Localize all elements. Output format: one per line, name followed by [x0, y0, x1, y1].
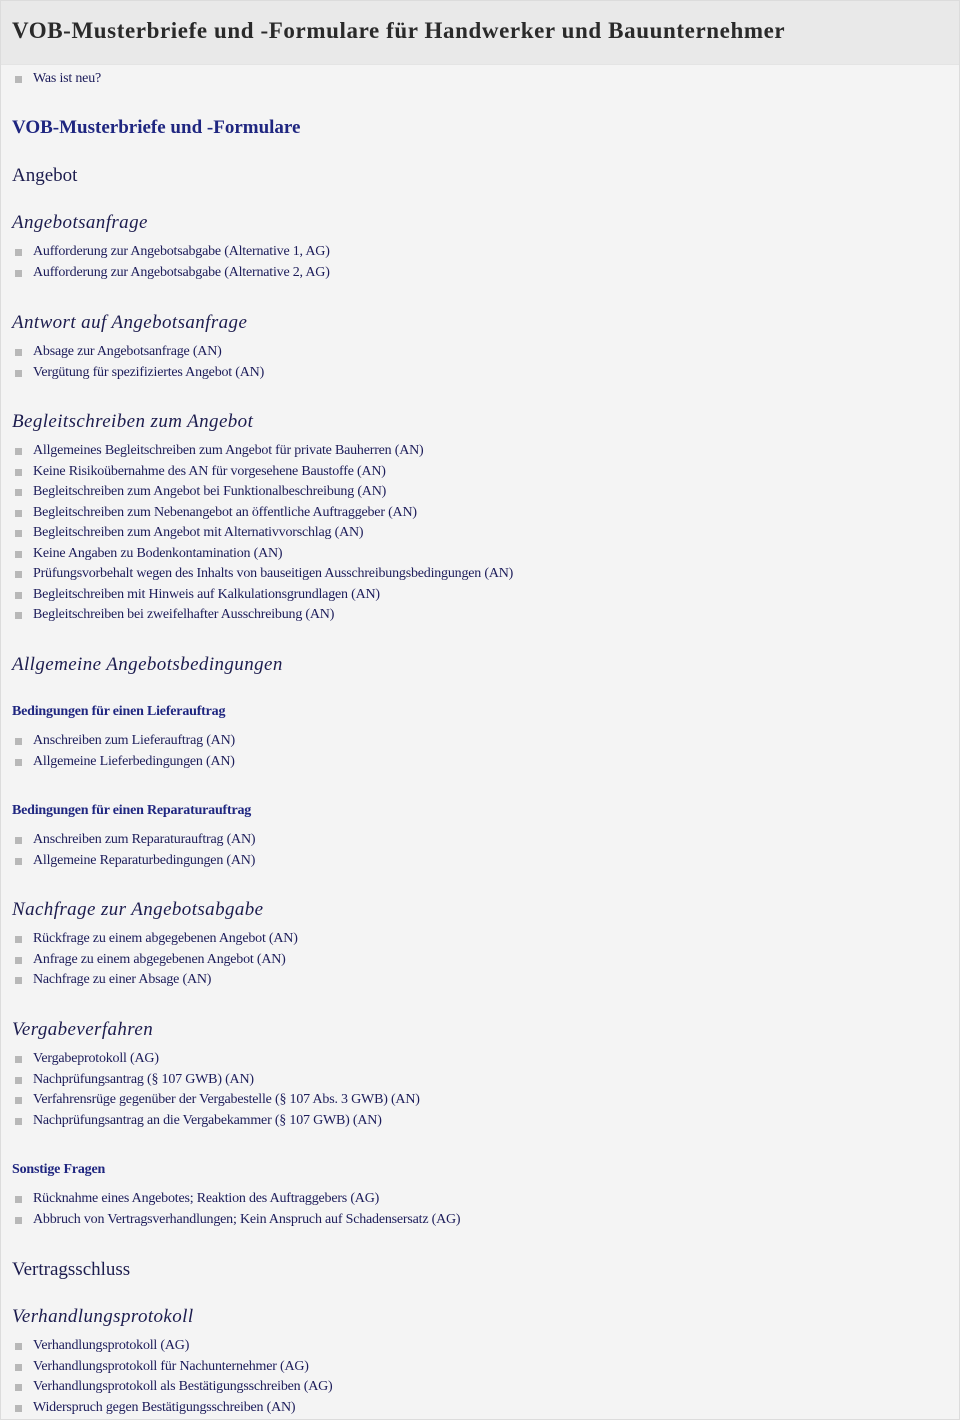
subsection-heading-vergabeverfahren: Vergabeverfahren — [12, 1019, 154, 1040]
list-item[interactable]: Rückfrage zu einem abgegebenen Angebot (AN) — [1, 929, 298, 950]
lieferauftrag-list — [1, 731, 235, 772]
square-bullet-icon — [15, 1097, 22, 1104]
list-item[interactable]: Begleitschreiben zum Angebot mit Alternativvorschlag (AN) — [1, 523, 513, 544]
subsection-heading-begleitschreiben: Begleitschreiben zum Angebot — [12, 411, 254, 432]
list-item[interactable]: Allgemeine Reparaturbedingungen (AN) — [1, 851, 255, 872]
list-item[interactable]: Nachprüfungsantrag an die Vergabekammer (§ 107 GWB) (AN) — [1, 1111, 420, 1132]
list-item[interactable]: Prüfungsvorbehalt wegen des Inhalts von bauseitigen Ausschreibungsbedingungen (AN) — [1, 564, 513, 585]
square-bullet-icon — [15, 957, 22, 964]
square-bullet-icon — [15, 530, 22, 537]
list-item[interactable]: Anschreiben zum Reparaturauftrag (AN) — [1, 830, 255, 851]
page-title: VOB-Musterbriefe und -Formulare für Handwerker und Bauunternehmer — [12, 18, 786, 43]
square-bullet-icon — [15, 249, 22, 256]
square-bullet-icon — [15, 76, 22, 83]
square-bullet-icon — [15, 1196, 22, 1203]
list-item[interactable]: Abbruch von Vertragsverhandlungen; Kein Anspruch auf Schadensersatz (AG) — [1, 1210, 460, 1231]
list-item[interactable]: Anfrage zu einem abgegebenen Angebot (AN) — [1, 950, 298, 971]
square-bullet-icon — [15, 592, 22, 599]
square-bullet-icon — [15, 510, 22, 517]
section-heading-vertragsschluss: Vertragsschluss — [12, 1259, 131, 1280]
subsection-heading-antwort: Antwort auf Angebotsanfrage — [12, 312, 248, 333]
list-item[interactable]: Verhandlungsprotokoll als Bestätigungsschreiben (AG) — [1, 1377, 333, 1398]
square-bullet-icon — [15, 1364, 22, 1371]
vergabeverfahren-list — [1, 1049, 420, 1131]
square-bullet-icon — [15, 1217, 22, 1224]
section-heading-angebot: Angebot — [12, 165, 78, 186]
square-bullet-icon — [15, 858, 22, 865]
square-bullet-icon — [15, 837, 22, 844]
list-item[interactable]: Nachfrage zu einer Absage (AN) — [1, 970, 298, 991]
list-item[interactable]: Verhandlungsprotokoll für Nachunternehmer (AG) — [1, 1357, 333, 1378]
square-bullet-icon — [15, 1405, 22, 1412]
list-item[interactable]: Rücknahme eines Angebotes; Reaktion des Auftraggebers (AG) — [1, 1189, 460, 1210]
antwort-list — [1, 342, 264, 383]
square-bullet-icon — [15, 1077, 22, 1084]
list-item[interactable]: Begleitschreiben mit Hinweis auf Kalkulationsgrundlagen (AN) — [1, 585, 513, 606]
subsection-heading-nachfrage: Nachfrage zur Angebotsabgabe — [12, 899, 264, 920]
list-item[interactable]: Aufforderung zur Angebotsabgabe (Alternative 1, AG) — [1, 242, 330, 263]
square-bullet-icon — [15, 349, 22, 356]
list-item[interactable]: Begleitschreiben zum Nebenangebot an öffentliche Auftraggeber (AN) — [1, 503, 513, 524]
heading-reparaturauftrag: Bedingungen für einen Reparaturauftrag — [12, 803, 252, 818]
list-item[interactable]: Widerspruch gegen Bestätigungsschreiben (AN) — [1, 1398, 333, 1419]
begleitschreiben-list — [1, 441, 513, 626]
list-item[interactable]: Allgemeines Begleitschreiben zum Angebot für private Bauherren (AN) — [1, 441, 513, 462]
list-item[interactable]: Allgemeine Lieferbedingungen (AN) — [1, 752, 235, 773]
top-links-list — [1, 69, 101, 90]
square-bullet-icon — [15, 738, 22, 745]
list-item[interactable]: Absage zur Angebotsanfrage (AN) — [1, 342, 264, 363]
heading-lieferauftrag: Bedingungen für einen Lieferauftrag — [12, 704, 226, 719]
square-bullet-icon — [15, 759, 22, 766]
subsection-heading-angebotsanfrage: Angebotsanfrage — [12, 212, 148, 233]
reparaturauftrag-list — [1, 830, 255, 871]
square-bullet-icon — [15, 1118, 22, 1125]
square-bullet-icon — [15, 936, 22, 943]
list-item[interactable]: Begleitschreiben bei zweifelhafter Ausschreibung (AN) — [1, 605, 513, 626]
list-item[interactable]: Vergabeprotokoll (AG) — [1, 1049, 420, 1070]
square-bullet-icon — [15, 469, 22, 476]
square-bullet-icon — [15, 1343, 22, 1350]
list-item[interactable]: Verhandlungsprotokoll (AG) — [1, 1336, 333, 1357]
list-item[interactable]: Begleitschreiben zum Angebot bei Funktionalbeschreibung (AN) — [1, 482, 513, 503]
link-was-ist-neu[interactable]: Was ist neu? — [1, 69, 101, 90]
page-header — [1, 1, 959, 65]
square-bullet-icon — [15, 571, 22, 578]
subsection-heading-verhandlungsprotokoll: Verhandlungsprotokoll — [12, 1306, 194, 1327]
square-bullet-icon — [15, 489, 22, 496]
subsection-heading-allgemeine-bedingungen: Allgemeine Angebotsbedingungen — [12, 654, 283, 675]
main-heading: VOB-Musterbriefe und -Formulare — [12, 117, 301, 138]
square-bullet-icon — [15, 1384, 22, 1391]
sonstige-list — [1, 1189, 460, 1230]
square-bullet-icon — [15, 1056, 22, 1063]
square-bullet-icon — [15, 270, 22, 277]
list-item[interactable]: Nachprüfungsantrag (§ 107 GWB) (AN) — [1, 1070, 420, 1091]
square-bullet-icon — [15, 612, 22, 619]
list-item[interactable]: Aufforderung zur Angebotsabgabe (Alternative 2, AG) — [1, 263, 330, 284]
list-item[interactable]: Verfahrensrüge gegenüber der Vergabestelle (§ 107 Abs. 3 GWB) (AN) — [1, 1090, 420, 1111]
list-item[interactable]: Anschreiben zum Lieferauftrag (AN) — [1, 731, 235, 752]
verhandlungsprotokoll-list — [1, 1336, 333, 1418]
heading-sonstige-fragen: Sonstige Fragen — [12, 1162, 106, 1177]
angebotsanfrage-list — [1, 242, 330, 283]
list-item[interactable]: Keine Angaben zu Bodenkontamination (AN) — [1, 544, 513, 565]
square-bullet-icon — [15, 370, 22, 377]
square-bullet-icon — [15, 448, 22, 455]
square-bullet-icon — [15, 977, 22, 984]
nachfrage-list — [1, 929, 298, 991]
square-bullet-icon — [15, 551, 22, 558]
list-item[interactable]: Keine Risikoübernahme des AN für vorgesehene Baustoffe (AN) — [1, 462, 513, 483]
list-item[interactable]: Vergütung für spezifiziertes Angebot (AN) — [1, 363, 264, 384]
